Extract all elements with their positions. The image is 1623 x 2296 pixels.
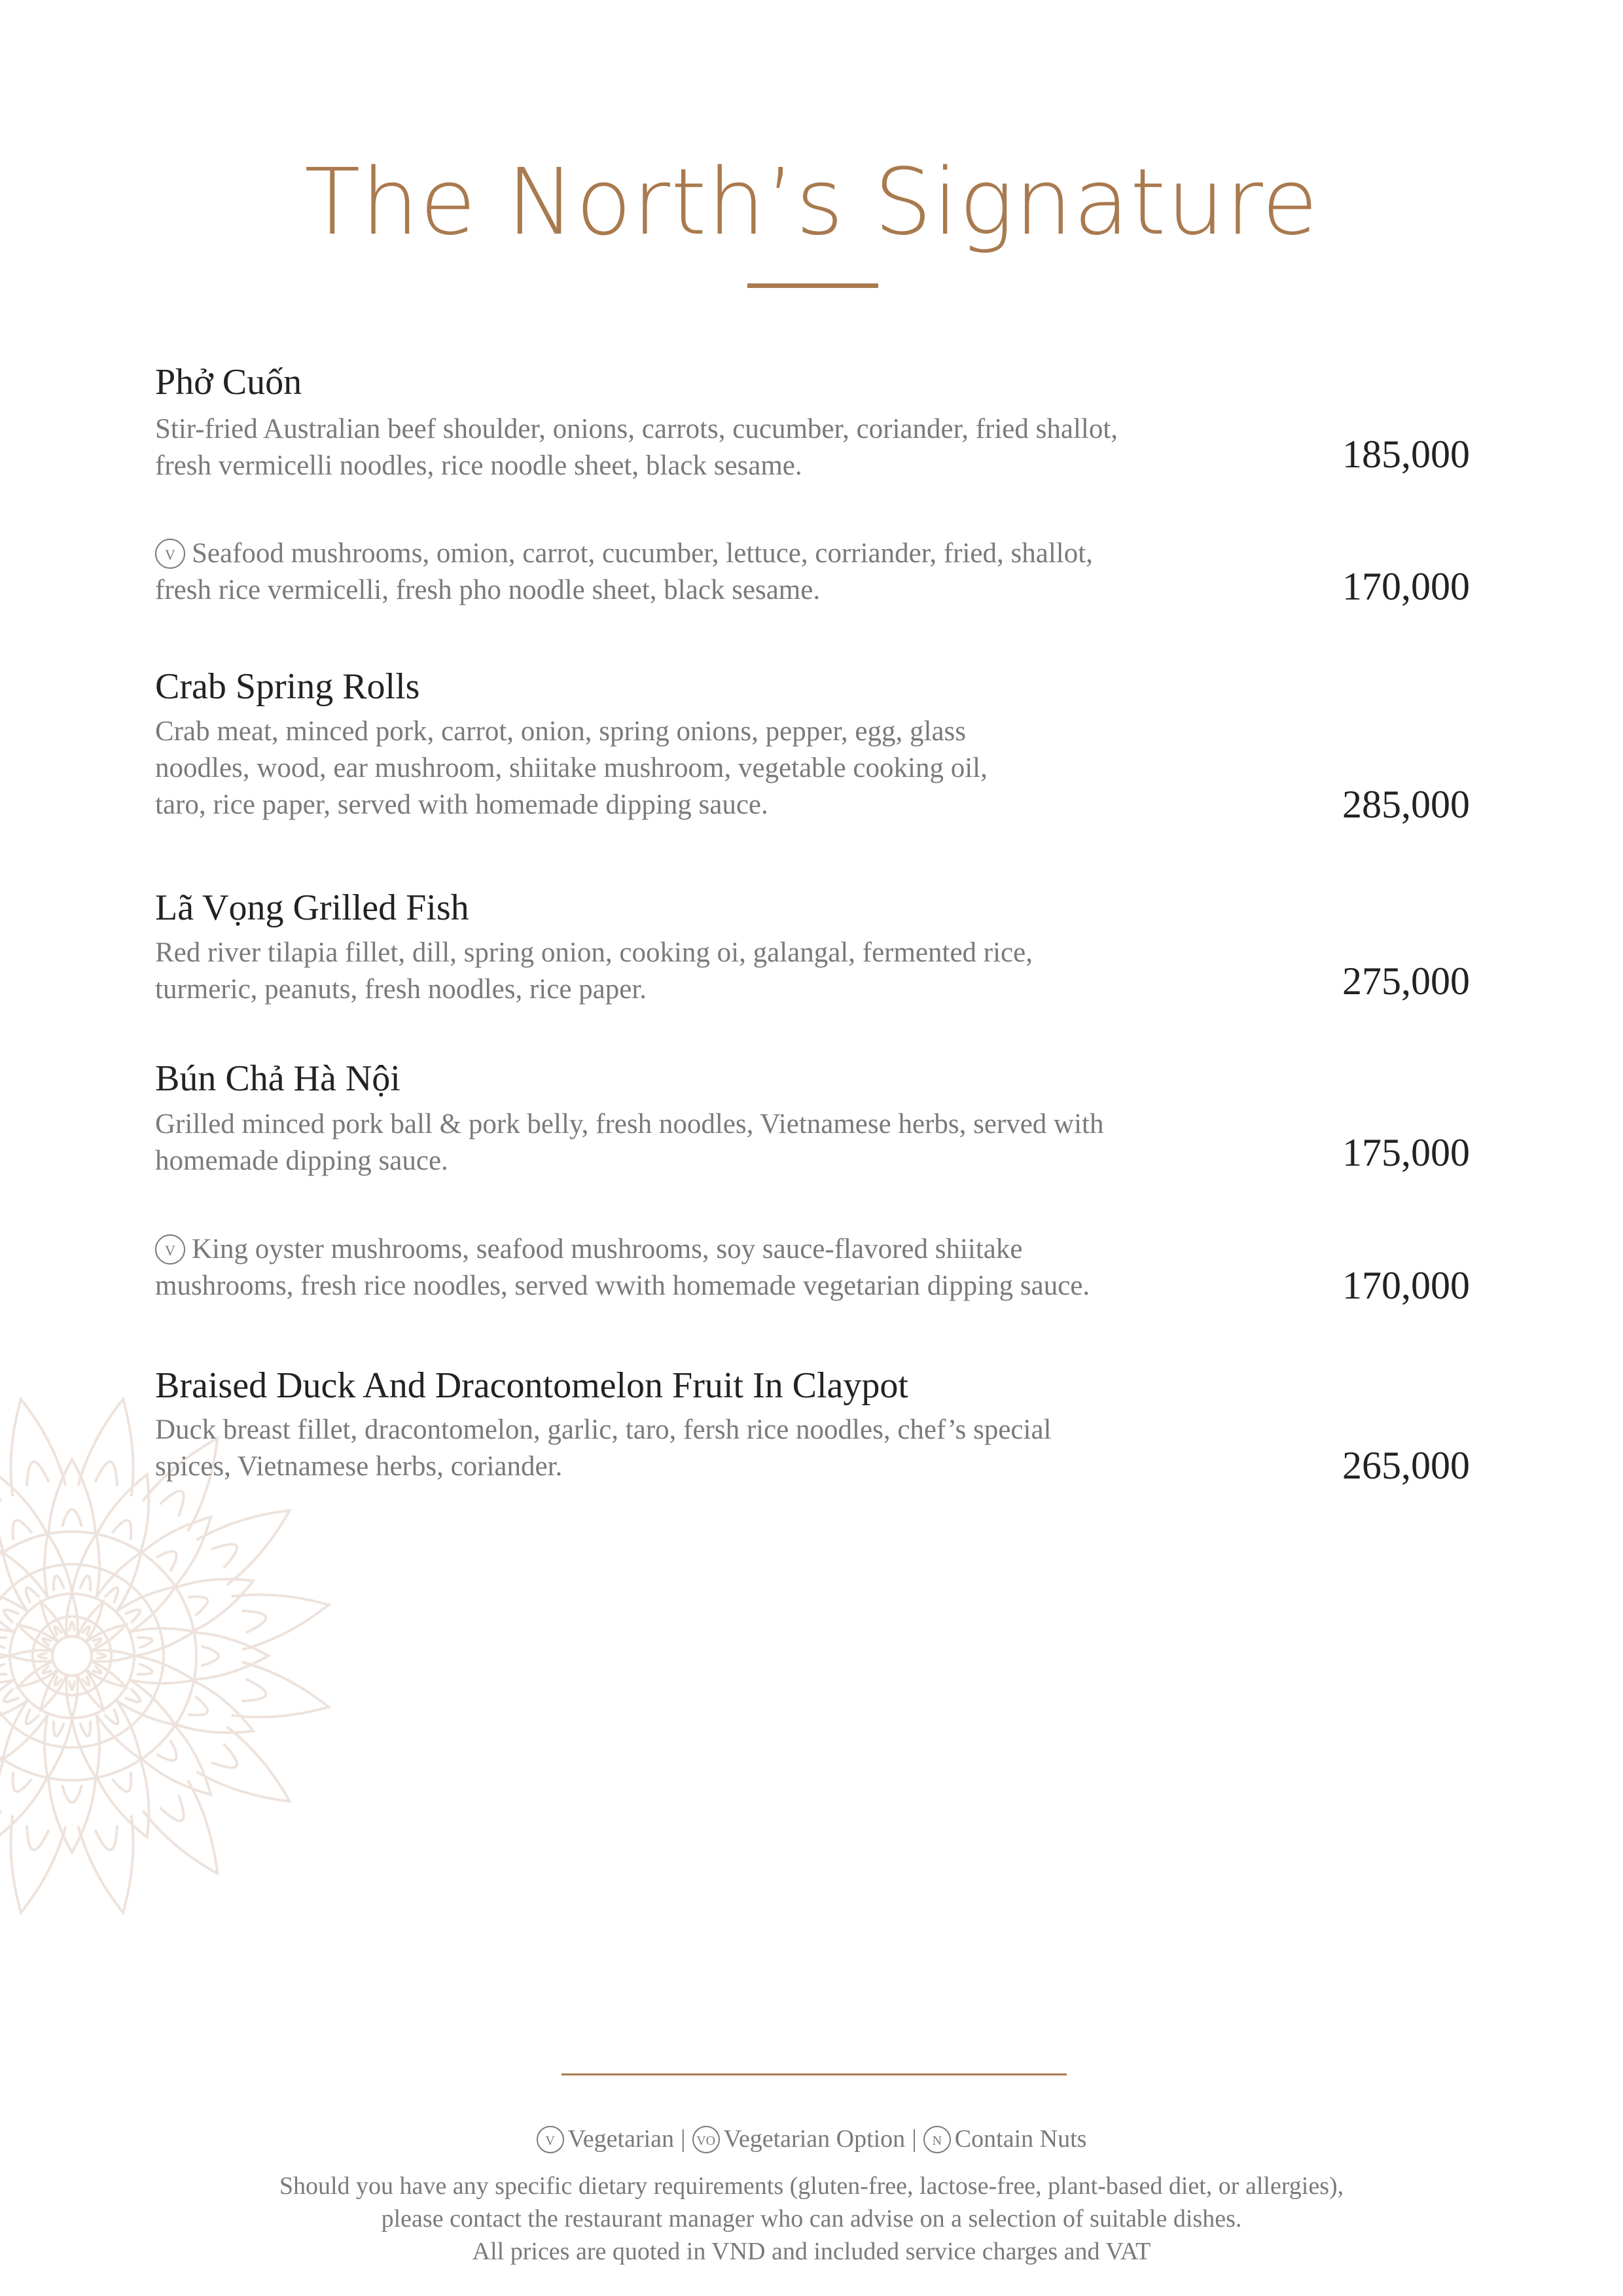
mandala-stroke [38,1653,47,1659]
mandala-stroke [13,1520,32,1541]
mandala-stroke [62,1785,82,1803]
mandala-stroke [201,1646,219,1666]
menu-item-price: 170,000 [1342,565,1470,608]
mandala-stroke [0,1638,7,1648]
mandala-stroke [176,1579,254,1631]
menu-item-name: Bún Chả Hà Nội [155,1058,401,1099]
mandala-stroke [0,1664,7,1674]
dietary-note: Should you have any specific dietary requirements (gluten-free, lactose-free, plant-based diet, or allergies), [279,2172,1344,2200]
page-title: The North’s Signature [304,149,1319,256]
menu-item-price: 175,000 [1342,1131,1470,1174]
menu-item-name: Braised Duck And Dracontomelon Fruit In Claypot [155,1365,908,1406]
legend-separator: | [681,2125,686,2153]
menu-item-price: 275,000 [1342,960,1470,1003]
mandala-stroke [194,1632,268,1679]
title-divider [747,283,878,288]
mandala-stroke [54,1575,64,1590]
footer-divider [562,2073,1067,2075]
mandala-stroke [97,1475,149,1552]
mandala-stroke [211,1544,237,1568]
mandala-stroke [176,1681,254,1732]
mandala-stroke [10,1399,65,1497]
mandala-stroke [10,1816,65,1913]
mandala-stroke [188,1696,208,1715]
mandala-stroke [69,1681,75,1690]
contains-nuts-badge-icon: N [923,2126,951,2153]
menu-item-description: V King oyster mushrooms, seafood mushrooms, soy sauce-flavored shiitake mushrooms, fresh rice noodles, served wwith homemade vegetarian dipping sauce. [155,1234,1090,1301]
mandala-stroke [26,1588,39,1603]
mandala-stroke [52,1636,92,1676]
mandala-stroke [241,1611,266,1633]
dietary-legend: V Vegetarian | VO Vegetarian Option | N Contain Nuts [0,2125,1623,2153]
dietary-note: please contact the restaurant manager who can advise on a selection of suitable dishes. [381,2205,1242,2233]
mandala-stroke [13,1772,32,1792]
mandala-stroke [54,1721,64,1736]
vegetarian-badge-icon: V [537,2126,564,2153]
vegetarian-option-badge-icon: VO [692,2126,720,2153]
mandala-stroke [80,1721,90,1736]
mandala-stroke [0,1517,2,1587]
mandala-stroke [232,1594,329,1649]
mandala-stroke [97,1653,106,1659]
mandala-stroke [27,1825,49,1850]
mandala-stroke [0,1780,1,1873]
mandala-stroke [241,1679,266,1701]
pricing-note: All prices are quoted in VND and included service charges and VAT [472,2238,1151,2265]
menu-item-description: Duck breast fillet, dracontomelon, garlic, taro, fersh rice noodles, chef’s special spices, Vietnamese herbs, coriander. [155,1414,1052,1482]
menu-item-name: Crab Spring Rolls [155,666,420,707]
mandala-stroke [0,1438,1,1531]
menu-item-description: Crab meat, minced pork, carrot, onion, spring onions, pepper, egg, glass noodles, wood, ear mushroom, shiitake mushroom, vegetable cooking oil, taro, rice paper, served with homemade dipping sauce. [155,716,988,820]
mandala-stroke [137,1638,152,1648]
mandala-stroke [62,1509,82,1527]
mandala-stroke [4,1689,19,1702]
mandala-stroke [113,1520,132,1541]
mandala-stroke [105,1709,118,1724]
menu-item-name: Lã Vọng Grilled Fish [155,888,469,928]
mandala-stroke [211,1744,237,1767]
mandala-stroke [78,1399,133,1497]
mandala-stroke [105,1588,118,1603]
mandala-stroke [69,1622,75,1631]
mandala-stroke [10,1594,134,1718]
mandala-stroke [80,1575,90,1590]
menu-item-price: 265,000 [1342,1444,1470,1487]
menu-item-description: Grilled minced pork ball & pork belly, fresh noodles, Vietnamese herbs, served with homemade dipping sauce. [155,1109,1104,1176]
mandala-stroke [188,1597,208,1616]
mandala-stroke [95,1462,117,1486]
menu-item-price: 285,000 [1342,783,1470,826]
menu-item-name: Phở Cuốn [155,362,302,403]
mandala-stroke [125,1610,140,1623]
mandala-stroke [48,1778,96,1852]
menu-item-description: Stir-fried Australian beef shoulder, onions, carrots, cucumber, coriander, fried shallot, fresh vermicelli noodles, rice noodle sheet, black sesame. [155,414,1118,481]
mandala-stroke [125,1689,140,1702]
mandala-stroke [48,1460,96,1534]
mandala-stroke [78,1816,133,1913]
mandala-stroke [4,1610,19,1623]
menu-item-description: Red river tilapia fillet, dill, spring onion, cooking oi, galangal, fermented rice, turmeric, peanuts, fresh noodles, rice paper. [155,937,1033,1005]
mandala-stroke [27,1462,49,1486]
menu-item-description: V Seafood mushrooms, omion, carrot, cucumber, lettuce, corriander, fried, shallot, fresh rice vermicelli, fresh pho noodle sheet, black sesame. [155,538,1093,605]
mandala-stroke [33,1617,111,1695]
legend-separator: | [912,2125,917,2153]
menu-item-price: 185,000 [1342,433,1470,476]
vegetarian-badge-icon: V [155,539,185,569]
mandala-stroke [95,1825,117,1850]
mandala-stroke [137,1664,152,1674]
mandala-stroke [160,1795,183,1821]
vegetarian-badge-icon: V [155,1234,185,1265]
menu-item-price: 170,000 [1342,1264,1470,1307]
mandala-stroke [113,1772,132,1792]
mandala-stroke [97,1760,149,1838]
mandala-stroke [232,1662,329,1717]
mandala-stroke [0,1726,2,1795]
mandala-stroke [160,1491,183,1516]
mandala-stroke [26,1709,39,1724]
